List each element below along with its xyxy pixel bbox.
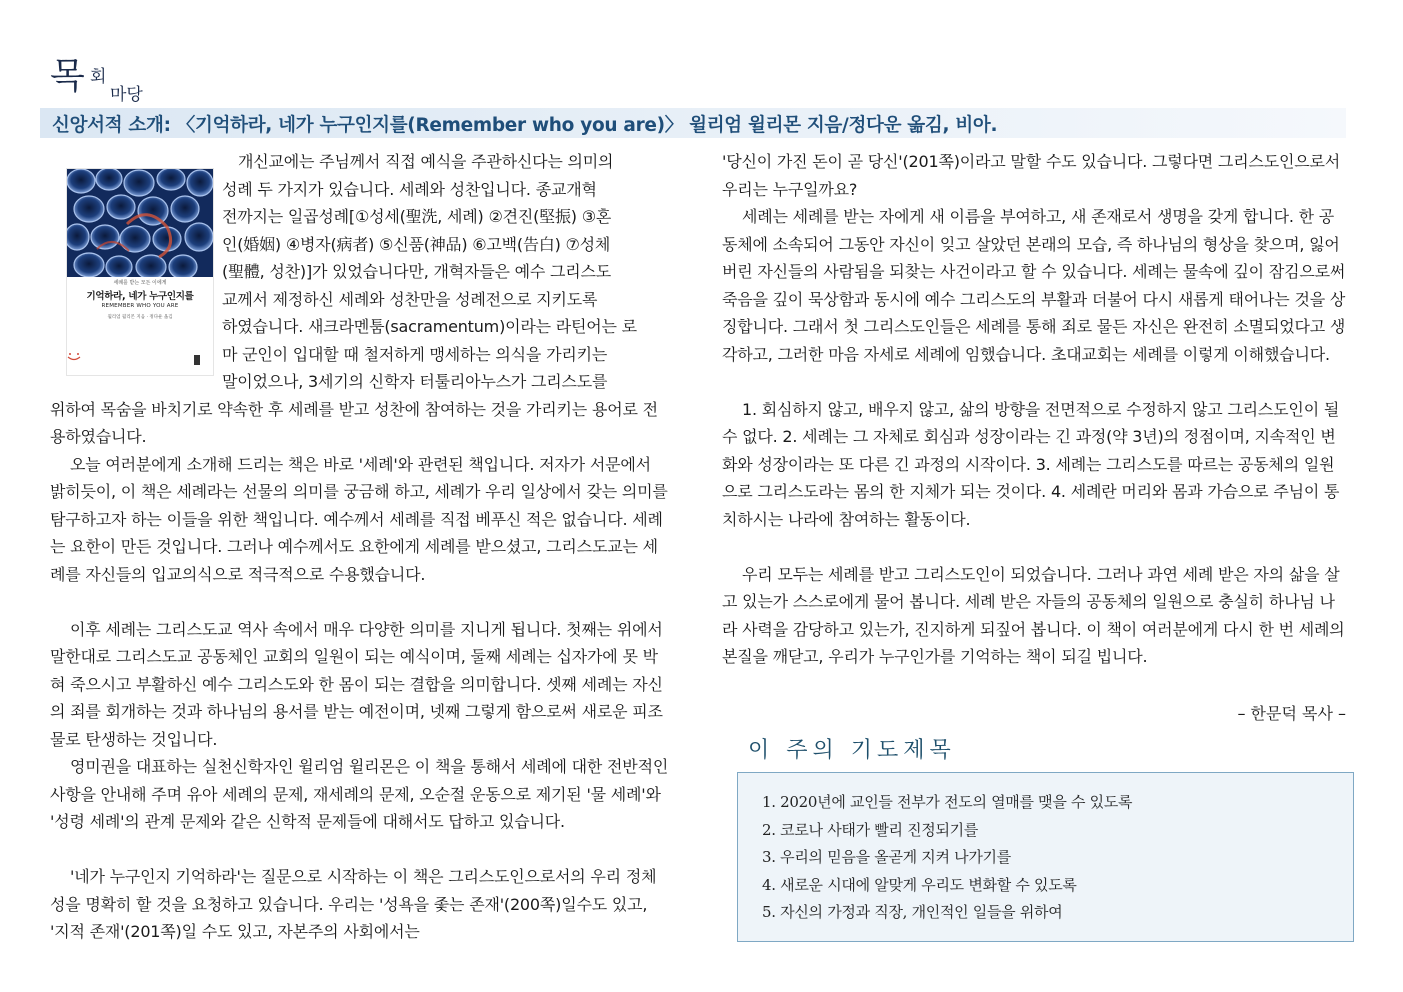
- left-line-9: 말이었으나, 3세기의 신학자 터툴리아누스가 그리스도를: [222, 372, 608, 391]
- left-line-6: 교께서 제정하신 세례와 성찬만을 성례전으로 지키도록: [222, 289, 598, 309]
- section-logo: [50, 48, 250, 104]
- prayer-item: 2. 코로나 사태가 빨리 진정되기를: [762, 820, 979, 839]
- right-paragraph-1: '당신이 가진 돈이 곧 당신'(201쪽)이라고 말할 수도 있습니다. 그렇다면 그리스도인으로서 우리는 누구일까요?: [722, 152, 1340, 199]
- book-title: 기억하라, 네가 누구인지를: [86, 291, 194, 302]
- prayer-list: [762, 789, 1132, 927]
- left-line-2: 성례 두 가지가 있습니다. 세례와 성찬입니다. 종교개혁: [222, 179, 597, 199]
- book-english-title: REMEMBER WHO YOU ARE: [101, 303, 179, 309]
- logo-small-word: 마당: [110, 85, 143, 105]
- left-line-5: (聖體, 성찬)]가 있었습니다만, 개혁자들은 예수 그리스도: [222, 262, 612, 281]
- left-paragraph-2: 오늘 여러분에게 소개해 드리는 책은 바로 '세례'와 관련된 책입니다. 저자가 서문에서 밝히듯이, 이 책은 세례라는 선물의 의미를 궁금해 하고, 세례가 우리 일상에서 갖는 의미를 탐구하고자 하는 이들을 위한 책입니다. 예수께서 세례를 직접 베푸신 적은 없습니다. 세례는 요한이 만든 것입니다. 그러나 예수께서도 요한에게 세례를 받으셨고, 그리스도교는 세례를 자신들의 입교의식으로 적극적으로 수용했습니다.: [50, 454, 668, 584]
- prayer-item: 3. 우리의 믿음을 올곧게 지켜 나가기를: [762, 848, 1011, 866]
- publisher-logo-icon: [194, 355, 200, 365]
- left-paragraph-3: 이후 세례는 그리스도교 역사 속에서 매우 다양한 의미를 지니게 됩니다. 첫째는 위에서 말한대로 그리스도교 공동체인 교회의 일원이 되는 예식이며, 둘째 세례는 십자가에 못 박혀 죽으시고 부활하신 예수 그리스도와 한 몸이 되는 결합을 의미합니다. 셋째 세례는 자신의 죄를 회개하는 것과 하나님의 용서를 받는 예전이며, 넷째 그렇게 함으로써 새로운 피조물로 탄생하는 것입니다.: [50, 619, 663, 749]
- right-paragraph-4: 우리 모두는 세례를 받고 그리스도인이 되었습니다. 그러나 과연 세례 받은 자의 삶을 살고 있는가 스스로에게 물어 봅니다. 세례 받은 자들의 공동체의 일원으로 충실히 하나님 나라 사력을 감당하고 있는가, 진지하게 되짚어 봅니다. 이 책이 여러분에게 다시 한 번 세례의 본질을 깨닫고, 우리가 누구인가를 기억하는 책이 되길 빕니다.: [722, 564, 1345, 666]
- left-line-3: 전까지는 일곱성례[①성세(聖洗, 세례) ②견진(堅振) ③혼: [222, 207, 612, 226]
- prayer-box: [737, 772, 1354, 942]
- prayer-item: 5. 자신의 가정과 직장, 개인적인 일들을 위하여: [762, 903, 1063, 921]
- left-line-1: 개신교에는 주님께서 직접 예식을 주관하신다는 의미의: [238, 152, 614, 171]
- left-line-7: 하였습니다. 새크라멘툼(sacramentum)이라는 라틴어는 로: [222, 317, 637, 336]
- left-paragraph-5: '네가 누구인지 기억하라'는 질문으로 시작하는 이 책은 그리스도인으로서의 우리 정체성을 명확히 할 것을 요청하고 있습니다. 우리는 '성욕을 좇는 존재'(200쪽)일수도 있고, '지적 존재'(201쪽)일 수도 있고, 자본주의 사회에서는: [50, 867, 657, 941]
- right-paragraph-2: 세례는 세례를 받는 자에게 새 이름을 부여하고, 새 존재로서 생명을 갖게 합니다. 한 공동체에 소속되어 그동안 자신이 잊고 살았던 본래의 모습, 즉 하나님의 형상을 찾으며, 잃어버린 자신들의 사람됨을 되찾는 사건이라고 할 수 있습니다. 세례는 물속에 깊이 잠김으로써 죽음을 깊이 묵상함과 동시에 예수 그리스도의 부활과 더불어 다시 새롭게 태어나는 것을 상징합니다. 그래서 첫 그리스도인들은 세례를 통해 죄로 물든 자신은 완전히 소멸되었다고 생각하고, 그러한 마음 자세로 세례에 임했습니다. 초대교회는 세례를 이렇게 이해했습니다.: [722, 207, 1346, 364]
- left-line-8: 마 군인이 입대할 때 철저하게 맹세하는 의식을 가리키는: [222, 344, 608, 364]
- book-authors: 윌리엄 윌리몬 지음 · 정다운 옮김: [107, 315, 173, 320]
- prayer-item: 4. 새로운 시대에 알맞게 우리도 변화할 수 있도록: [762, 875, 1077, 894]
- smiley-icon: [66, 352, 82, 362]
- left-paragraph-1-end: 위하여 목숨을 바치기로 약속한 후 세례를 받고 성찬에 참여하는 것을 가리키는 용어로 전용하였습니다.: [50, 399, 658, 446]
- title-bar: [40, 108, 1346, 138]
- left-line-4: 인(婚姻) ④병자(病者) ⑤신품(神品) ⑥고백(告白) ⑦성체: [222, 234, 611, 254]
- book-cover-image: [66, 168, 214, 376]
- right-paragraph-3: 1. 회심하지 않고, 배우지 않고, 삶의 방향을 전면적으로 수정하지 않고 그리스도인이 될 수 없다. 2. 세례는 그 자체로 회심과 성장이라는 긴 과정(약 3년)의 정점이며, 지속적인 변화와 성장이라는 또 다른 긴 과정의 시작이다. 3. 세례는 그리스도를 따르는 공동체의 일원으로 그리스도라는 몸의 한 지체가 되는 것이다. 4. 세례란 머리와 몸과 가슴으로 주님이 통치하시는 나라에 참여하는 활동이다.: [722, 399, 1340, 529]
- book-subtitle: 세례를 받는 모든 이에게: [113, 280, 167, 286]
- book-cover-art: [67, 169, 213, 277]
- logo-big-char: 목: [50, 56, 84, 97]
- prayer-item: 1. 2020년에 교인들 전부가 전도의 열매를 맺을 수 있도록: [762, 793, 1133, 811]
- prayer-section-title: 이 주의 기도제목: [748, 738, 956, 763]
- author-signature: – 한문덕 목사 –: [1237, 704, 1346, 723]
- page-title: 신앙서적 소개: 〈기억하라, 네가 누구인지를(Remember who you are)〉 윌리엄 윌리몬 지음/정다운 옮김, 비아.: [52, 115, 998, 136]
- logo-small-char: 회: [90, 67, 107, 87]
- left-paragraph-4: 영미권을 대표하는 실천신학자인 윌리엄 윌리몬은 이 책을 통해서 세례에 대한 전반적인 사항을 안내해 주며 유아 세례의 문제, 재세례의 문제, 오순절 운동으로 제기된 '물 세례'와 '성령 세례'의 관계 문제와 같은 신학적 문제들에 대해서도 답하고 있습니다.: [50, 757, 669, 831]
